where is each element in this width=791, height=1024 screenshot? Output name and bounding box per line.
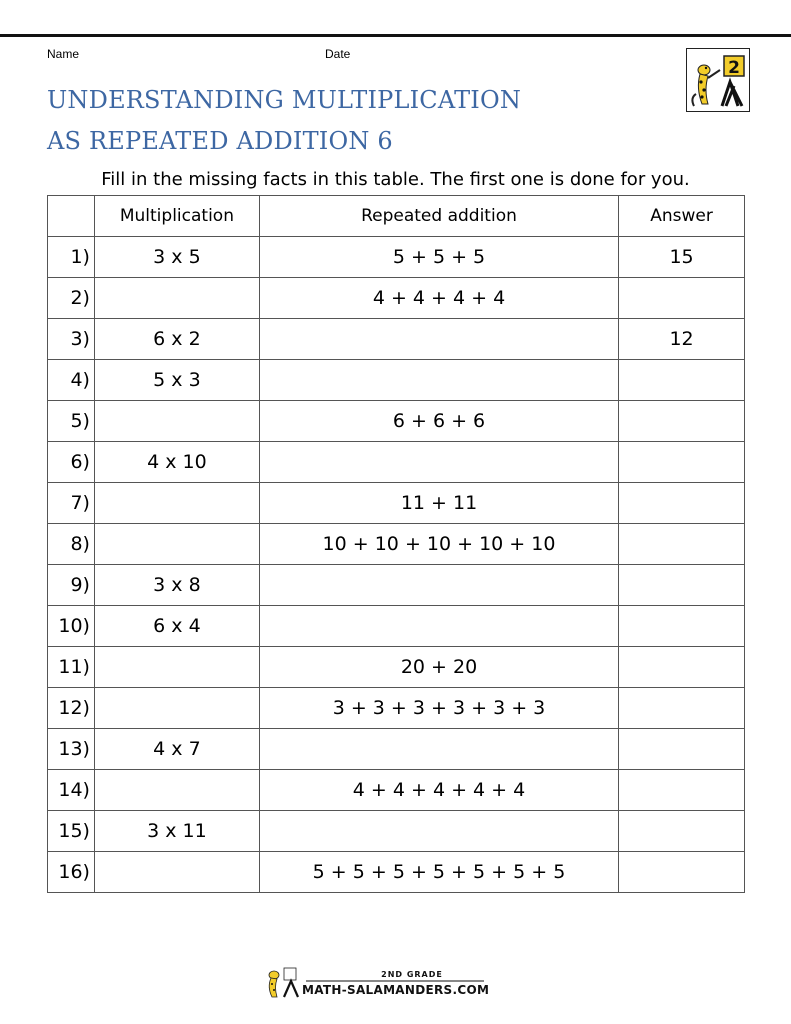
- header-number: [48, 196, 95, 237]
- table-row: [48, 483, 745, 524]
- math-salamanders-footer-logo: [262, 965, 530, 1000]
- repeated-addition-cell[interactable]: [259, 729, 618, 770]
- answer-cell[interactable]: [619, 483, 745, 524]
- repeated-addition-cell[interactable]: 10 + 10 + 10 + 10 + 10: [259, 524, 618, 565]
- repeated-addition-cell[interactable]: 4 + 4 + 4 + 4: [259, 278, 618, 319]
- answer-cell[interactable]: [619, 647, 745, 688]
- repeated-addition-cell[interactable]: [259, 811, 618, 852]
- repeated-addition-cell[interactable]: 20 + 20: [259, 647, 618, 688]
- table-header-row: [48, 196, 745, 237]
- worksheet-title-line1: UNDERSTANDING MULTIPLICATION: [47, 86, 522, 114]
- repeated-addition-cell[interactable]: 5 + 5 + 5 + 5 + 5 + 5 + 5: [259, 852, 618, 893]
- answer-cell[interactable]: [619, 524, 745, 565]
- table-row: [48, 278, 745, 319]
- repeated-addition-cell[interactable]: [259, 442, 618, 483]
- salamander-logo: [686, 48, 750, 112]
- table-row: [48, 565, 745, 606]
- repeated-addition-cell[interactable]: [259, 319, 618, 360]
- logo-grade-number: 2: [728, 58, 740, 78]
- multiplication-cell[interactable]: 4 x 7: [94, 729, 259, 770]
- answer-cell[interactable]: [619, 729, 745, 770]
- multiplication-cell[interactable]: [94, 770, 259, 811]
- footer-grade-text: 2ND GRADE: [381, 970, 443, 979]
- table-row: [48, 319, 745, 360]
- row-number: 11): [48, 647, 95, 688]
- table-row: [48, 237, 745, 278]
- table-row: [48, 524, 745, 565]
- multiplication-cell[interactable]: [94, 688, 259, 729]
- header-repeated-addition: Repeated addition: [259, 196, 618, 237]
- row-number: 8): [48, 524, 95, 565]
- row-number: 5): [48, 401, 95, 442]
- answer-cell[interactable]: [619, 360, 745, 401]
- multiplication-cell[interactable]: 5 x 3: [94, 360, 259, 401]
- repeated-addition-cell[interactable]: [259, 606, 618, 647]
- table-row: [48, 360, 745, 401]
- multiplication-cell[interactable]: 6 x 4: [94, 606, 259, 647]
- table-row: [48, 729, 745, 770]
- repeated-addition-cell[interactable]: 11 + 11: [259, 483, 618, 524]
- header-rule: [0, 34, 791, 37]
- row-number: 2): [48, 278, 95, 319]
- row-number: 12): [48, 688, 95, 729]
- row-number: 13): [48, 729, 95, 770]
- answer-cell[interactable]: [619, 811, 745, 852]
- table-row: [48, 811, 745, 852]
- table-row: [48, 442, 745, 483]
- worksheet-title-line2: AS REPEATED ADDITION 6: [47, 127, 393, 155]
- answer-cell[interactable]: [619, 565, 745, 606]
- row-number: 6): [48, 442, 95, 483]
- multiplication-cell[interactable]: 3 x 8: [94, 565, 259, 606]
- multiplication-cell[interactable]: 3 x 11: [94, 811, 259, 852]
- answer-cell[interactable]: [619, 606, 745, 647]
- answer-cell[interactable]: [619, 442, 745, 483]
- table-row: [48, 401, 745, 442]
- date-label: Date: [325, 47, 351, 61]
- table-row: [48, 647, 745, 688]
- answer-cell[interactable]: 12: [619, 319, 745, 360]
- multiplication-cell[interactable]: 6 x 2: [94, 319, 259, 360]
- repeated-addition-cell[interactable]: 4 + 4 + 4 + 4 + 4: [259, 770, 618, 811]
- row-number: 7): [48, 483, 95, 524]
- repeated-addition-cell[interactable]: [259, 360, 618, 401]
- multiplication-cell[interactable]: 4 x 10: [94, 442, 259, 483]
- row-number: 1): [48, 237, 95, 278]
- table-row: [48, 606, 745, 647]
- row-number: 3): [48, 319, 95, 360]
- row-number: 4): [48, 360, 95, 401]
- table-row: [48, 852, 745, 893]
- repeated-addition-cell[interactable]: [259, 565, 618, 606]
- answer-cell[interactable]: 15: [619, 237, 745, 278]
- multiplication-cell[interactable]: [94, 278, 259, 319]
- multiplication-cell[interactable]: [94, 483, 259, 524]
- multiplication-cell[interactable]: [94, 524, 259, 565]
- row-number: 9): [48, 565, 95, 606]
- row-number: 14): [48, 770, 95, 811]
- answer-cell[interactable]: [619, 852, 745, 893]
- instructions-text: Fill in the missing facts in this table. The first one is done for you.: [101, 169, 690, 190]
- answer-cell[interactable]: [619, 278, 745, 319]
- repeated-addition-cell[interactable]: 6 + 6 + 6: [259, 401, 618, 442]
- row-number: 15): [48, 811, 95, 852]
- footer-site-text: MATH-SALAMANDERS.COM: [302, 983, 490, 997]
- row-number: 10): [48, 606, 95, 647]
- multiplication-cell[interactable]: 3 x 5: [94, 237, 259, 278]
- answer-cell[interactable]: [619, 770, 745, 811]
- multiplication-cell[interactable]: [94, 647, 259, 688]
- header-answer: Answer: [619, 196, 745, 237]
- table-row: [48, 770, 745, 811]
- repeated-addition-cell[interactable]: 3 + 3 + 3 + 3 + 3 + 3: [259, 688, 618, 729]
- row-number: 16): [48, 852, 95, 893]
- name-label: Name: [47, 47, 80, 61]
- multiplication-cell[interactable]: [94, 401, 259, 442]
- multiplication-cell[interactable]: [94, 852, 259, 893]
- answer-cell[interactable]: [619, 401, 745, 442]
- answer-cell[interactable]: [619, 688, 745, 729]
- facts-table: [47, 195, 745, 893]
- repeated-addition-cell[interactable]: 5 + 5 + 5: [259, 237, 618, 278]
- table-row: [48, 688, 745, 729]
- header-multiplication: Multiplication: [94, 196, 259, 237]
